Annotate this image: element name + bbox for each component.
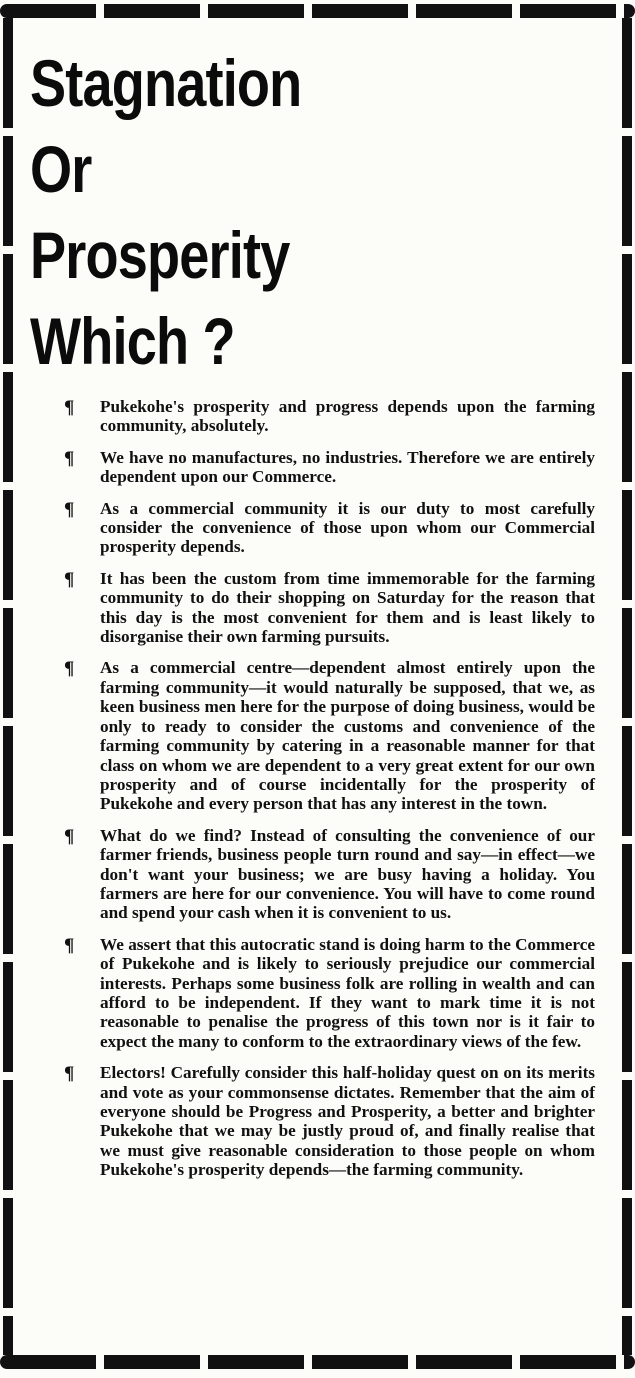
headline-line-2: Or: [30, 132, 92, 206]
paragraph-text: We have no manufactures, no industries. Therefore we are entirely dependent upon our Commerce.: [100, 447, 595, 487]
paragraph-7: [62, 935, 595, 1051]
paragraph-6: [62, 826, 595, 923]
headline: [30, 40, 489, 384]
headline-line-1: Stagnation: [30, 46, 302, 120]
headline-line-3: Prosperity: [30, 218, 290, 292]
pilcrow-icon: ¶: [64, 447, 75, 469]
pilcrow-icon: ¶: [64, 397, 75, 418]
pilcrow-icon: ¶: [64, 1063, 75, 1085]
pilcrow-icon: ¶: [64, 658, 75, 680]
paragraph-4: [62, 569, 595, 647]
pilcrow-icon: ¶: [64, 825, 75, 847]
paragraph-text: As a commercial community it is our duty to most carefully consider the convenience of those upon whom our Commercial prosperity depends.: [100, 498, 595, 557]
paragraph-text: What do we find? Instead of consulting the convenience of our farmer friends, business people turn round and say—in effect—we don't want your business; we are busy having a holiday. You farmers are here for our convenience. You will have to come round and spend your cash when it is convenient to us.: [100, 825, 595, 923]
paragraph-8: [62, 1063, 595, 1179]
paragraph-text: Pukekohe's prosperity and progress depends upon the farming community, absolutely.: [100, 397, 595, 436]
pilcrow-icon: ¶: [64, 934, 75, 956]
pilcrow-icon: ¶: [64, 498, 75, 520]
article-body: [62, 397, 595, 1192]
top-border: [0, 4, 635, 18]
paragraph-text: We assert that this autocratic stand is doing harm to the Commerce of Pukekohe and is likely to seriously prejudice our commercial interests. Perhaps some business folk are rolling in wealth and can afford to be independent. If they want to mark time it is not reasonable to penalise the progress of this town nor is it fair to expect the many to conform to the extraordinary views of the few.: [100, 934, 595, 1051]
paragraph-5: [62, 658, 595, 813]
paragraph-text: Electors! Carefully consider this half-holiday quest on on its merits and vote as your commonsense dictates. Remember that the aim of everyone should be Progress and Prosperity, a better and brighter Pukekohe that we may be justly proud of, and finally realise that we must give reasonable consideration to those people on whom Pukekohe's prosperity depends—the farming community.: [100, 1063, 595, 1180]
paragraph-2: [62, 448, 595, 487]
paragraph-text: As a commercial centre—dependent almost entirely upon the farming community—it would naturally be supposed, that we, as keen business men here for the purpose of doing business, would be only to ready to consider the customs and convenience of the farming community by catering in a reasonable manner for that class on whom we are dependent to a very great extent for our own prosperity and of course incidentally for the prosperity of Pukekohe and every person that has any interest in the town.: [100, 658, 595, 814]
right-border: [622, 18, 632, 1355]
headline-line-4: Which ?: [30, 304, 235, 378]
bottom-border: [0, 1355, 635, 1369]
paragraph-text: It has been the custom from time immemorable for the farming community to do their shopping on Saturday for the reason that this day is the most convenient for them and is least likely to disorganise their own farming pursuits.: [100, 568, 595, 647]
paragraph-1: [62, 397, 595, 436]
left-border: [3, 18, 13, 1355]
paragraph-3: [62, 499, 595, 557]
pilcrow-icon: ¶: [64, 568, 75, 590]
